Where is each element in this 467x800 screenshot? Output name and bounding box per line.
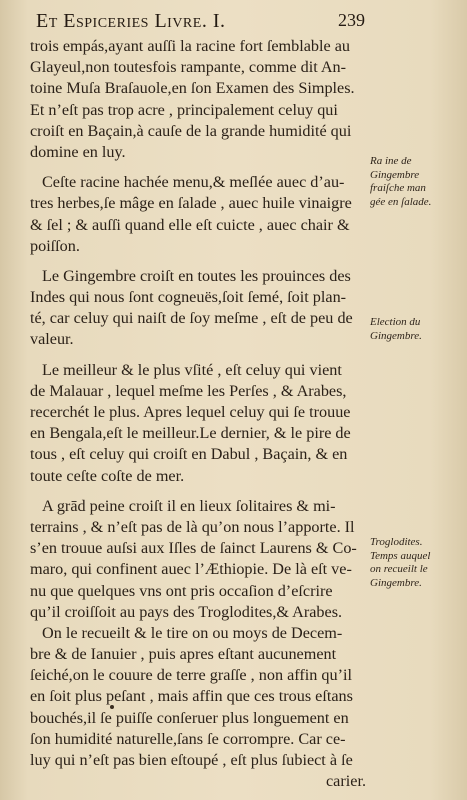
page-number: 239	[338, 10, 365, 30]
text-line: On le recueilt & le tire on ou moys de Decem-	[42, 623, 343, 642]
margin-note-line: Election du	[370, 316, 421, 328]
text-line: toine Muſa Braſauole,en ſon Examen des Simples.	[30, 79, 355, 98]
text-line: valeur.	[30, 330, 74, 349]
text-line: ſon humidité naturelle,ſans ſe corrompre. Car ce-	[30, 729, 346, 748]
page-header	[24, 10, 374, 36]
text-line: de Malauar , lequel meſme les Perſes , & Arabes,	[30, 381, 347, 400]
text-line: Le meilleur & le plus vſité , eſt celuy qui vient	[42, 360, 342, 379]
text-line: té, car celuy qui naiſt de ſoy meſme , eſt de peu de	[30, 309, 353, 328]
text-line: carier.	[326, 772, 366, 791]
text-line: croiſt en Baçain,à cauſe de la grande humidité qui	[30, 121, 352, 140]
text-line: terrains , & n’eſt pas de là qu’on nous l’apporte. Il	[30, 517, 355, 536]
text-line: Indes qui nous ſont cogneuës,ſoit ſemé, ſoit plan-	[30, 288, 347, 307]
margin-note-line: Temps auquel	[370, 549, 431, 562]
text-line: toute ceſte coſte de mer.	[30, 466, 185, 485]
running-head: Et Espiceries Livre. I.	[36, 10, 226, 32]
ink-spot	[110, 705, 114, 709]
text-line: recerchét le plus. Apres lequel celuy qui ſe trouue	[30, 403, 351, 421]
margin-note-election	[370, 316, 464, 343]
text-line: s’en trouue auſsi aux Iſles de ſainct Laurens & Co-	[30, 539, 357, 558]
text-line: A grād peine croiſt il en lieux ſolitaires & mi-	[42, 496, 336, 515]
text-line: luy qui n’eſt pas bien eſtoupé , eſt plus ſubiect à ſe	[30, 751, 353, 769]
text-line: Ceſte racine hachée menu,& meſlée auec d’au-	[42, 173, 345, 192]
text-line: Glayeul,non toutesfois rampante, comme dit An-	[30, 58, 347, 77]
text-line: tres herbes,ſe mâge en ſalade , auec huile vinaigre	[30, 194, 352, 213]
margin-note-line: Troglodites.	[370, 536, 423, 548]
text-line: & ſel ; & auſſi quand elle eſt cuicte , auec chair &	[30, 215, 350, 234]
margin-note-line: Gingembre.	[370, 329, 422, 342]
text-line: tous , eſt celuy qui croiſt en Dabul , Baçain, & en	[30, 445, 348, 464]
margin-note-line: on recueilt le	[370, 563, 428, 575]
margin-note-line: Gingembre.	[370, 576, 422, 589]
text-line: ſeiché,on le couure de terre graſſe , non affin qu’il	[30, 666, 352, 685]
margin-note-line: Gingembre	[370, 168, 420, 181]
margin-note-line: gée en ſalade.	[370, 195, 432, 208]
text-line: Le Gingembre croiſt en toutes les prouinces des	[42, 266, 351, 285]
text-line: maro, qui confinent auec l’Æthiopie. De là eſt ve-	[30, 560, 352, 579]
text-line: trois empás,ayant auſſi la racine fort ſemblable au	[30, 37, 351, 55]
text-line: domine en luy.	[30, 142, 126, 161]
text-line: Et n’eſt pas trop acre , principalement celuy qui	[30, 100, 338, 119]
text-line: bouchés,il ſe puiſſe conſeruer plus longuement en	[30, 708, 349, 727]
text-line: poiſſon.	[30, 236, 80, 255]
margin-note-troglodites	[370, 536, 464, 590]
text-line: nu que quelques vns ont pris occaſion d’eſcrire	[30, 581, 333, 600]
margin-note-line: Ra ine de	[370, 155, 412, 167]
text-line: en Bengala,eſt le meilleur.Le dernier, & le pire de	[30, 424, 351, 443]
text-line: bre & de Ianuier , puis apres eſtant aucunement	[30, 645, 337, 664]
margin-note-salad	[370, 155, 464, 209]
text-line: en ſoit plus peſant , mais affin que ces trous eſtans	[30, 687, 353, 706]
main-text	[30, 36, 366, 792]
text-line: qu’il croiſſoit au pays des Troglodites,& Arabes.	[30, 602, 343, 621]
margin-note-line: fraiſche man	[370, 182, 426, 194]
